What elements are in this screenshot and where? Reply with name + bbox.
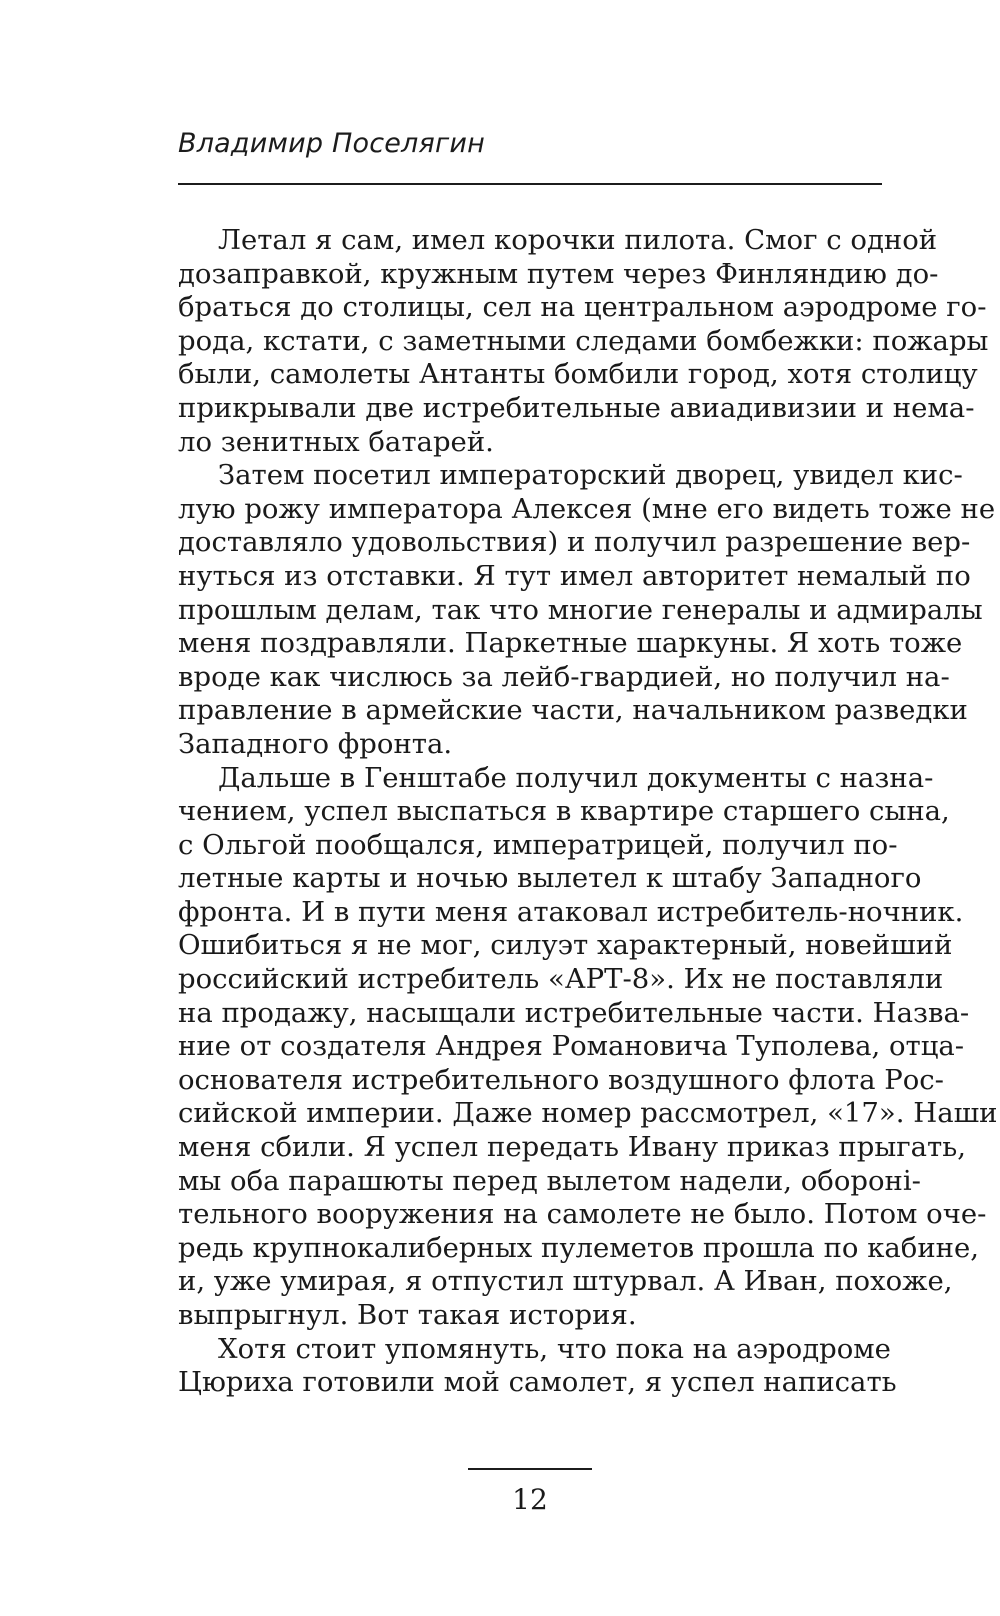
text-line: Дальше в Генштабе получил документы с назна- [218, 761, 934, 794]
body-text [178, 224, 998, 1400]
text-line: летные карты и ночью вылетел к штабу Западного [178, 862, 922, 895]
text-line: браться до столицы, сел на центральном аэродроме го- [178, 291, 987, 324]
text-line: чением, успел выспаться в квартире старшего сына, [178, 795, 950, 828]
text-line: мы оба парашюты перед вылетом надели, обороні- [178, 1164, 921, 1197]
text-line: Цюриха готовили мой самолет, я успел написать [178, 1366, 897, 1399]
text-line: были, самолеты Антанты бомбили город, хотя столицу [178, 358, 978, 391]
text-line: сийской империи. Даже номер рассмотрел, «17». Наши [178, 1097, 998, 1130]
text-line: прошлым делам, так что многие генералы и адмиралы [178, 593, 983, 626]
text-line: рода, кстати, с заметными следами бомбежки: пожары [178, 324, 989, 357]
text-line: с Ольгой пообщался, императрицей, получил по- [178, 828, 898, 861]
text-line: редь крупнокалиберных пулеметов прошла по кабине, [178, 1231, 980, 1264]
paragraph [178, 459, 996, 761]
text-line: выпрыгнул. Вот такая история. [178, 1299, 637, 1331]
text-line: Летал я сам, имел корочки пилота. Смог с одной [218, 224, 938, 256]
footer-rule [468, 1468, 592, 1470]
text-line: российский истребитель «АРТ-8». Их не поставляли [178, 963, 944, 996]
text-line: дозаправкой, кружным путем через Финляндию до- [178, 257, 939, 290]
text-line: Хотя стоит упомянуть, что пока на аэродроме [218, 1332, 891, 1365]
text-line: ло зенитных батарей. [178, 425, 494, 458]
text-line: меня поздравляли. Паркетные шаркуны. Я хоть тоже [178, 627, 963, 660]
text-line: правление в армейские части, начальником разведки [178, 694, 968, 727]
text-line: прикрывали две истребительные авиадивизии и нема- [178, 391, 975, 424]
paragraph [178, 1332, 897, 1400]
text-line: основателя истребительного воздушного флота Рос- [178, 1063, 944, 1096]
text-line: вроде как числюсь за лейб-гвардией, но получил на- [178, 660, 950, 693]
text-line: Ошибиться я не мог, силуэт характерный, новейший [178, 929, 953, 962]
paragraph [178, 224, 989, 459]
text-line: фронта. И в пути меня атаковал истребитель-ночник. [178, 895, 964, 928]
page-number: 12 [512, 1483, 548, 1516]
text-line: меня сбили. Я успел передать Ивану приказ прыгать, [178, 1131, 966, 1164]
text-line: Затем посетил императорский дворец, увидел кис- [218, 459, 963, 492]
text-line: тельного вооружения на самолете не было. Потом оче- [178, 1198, 987, 1231]
text-line: лую рожу императора Алексея (мне его видеть тоже не [178, 492, 996, 525]
header-rule [178, 183, 882, 185]
running-head: Владимир Поселягин [178, 128, 485, 159]
text-line: нуться из отставки. Я тут имел авторитет немалый по [178, 559, 971, 592]
text-line: доставляло удовольствия) и получил разрешение вер- [178, 526, 971, 559]
text-line: Западного фронта. [178, 727, 453, 760]
text-line: на продажу, насыщали истребительные части. Назва- [178, 996, 970, 1029]
text-line: и, уже умирая, я отпустил штурвал. А Иван, похоже, [178, 1265, 953, 1298]
text-line: ние от создателя Андрея Романовича Туполева, отца- [178, 1030, 965, 1063]
paragraph [178, 761, 998, 1333]
